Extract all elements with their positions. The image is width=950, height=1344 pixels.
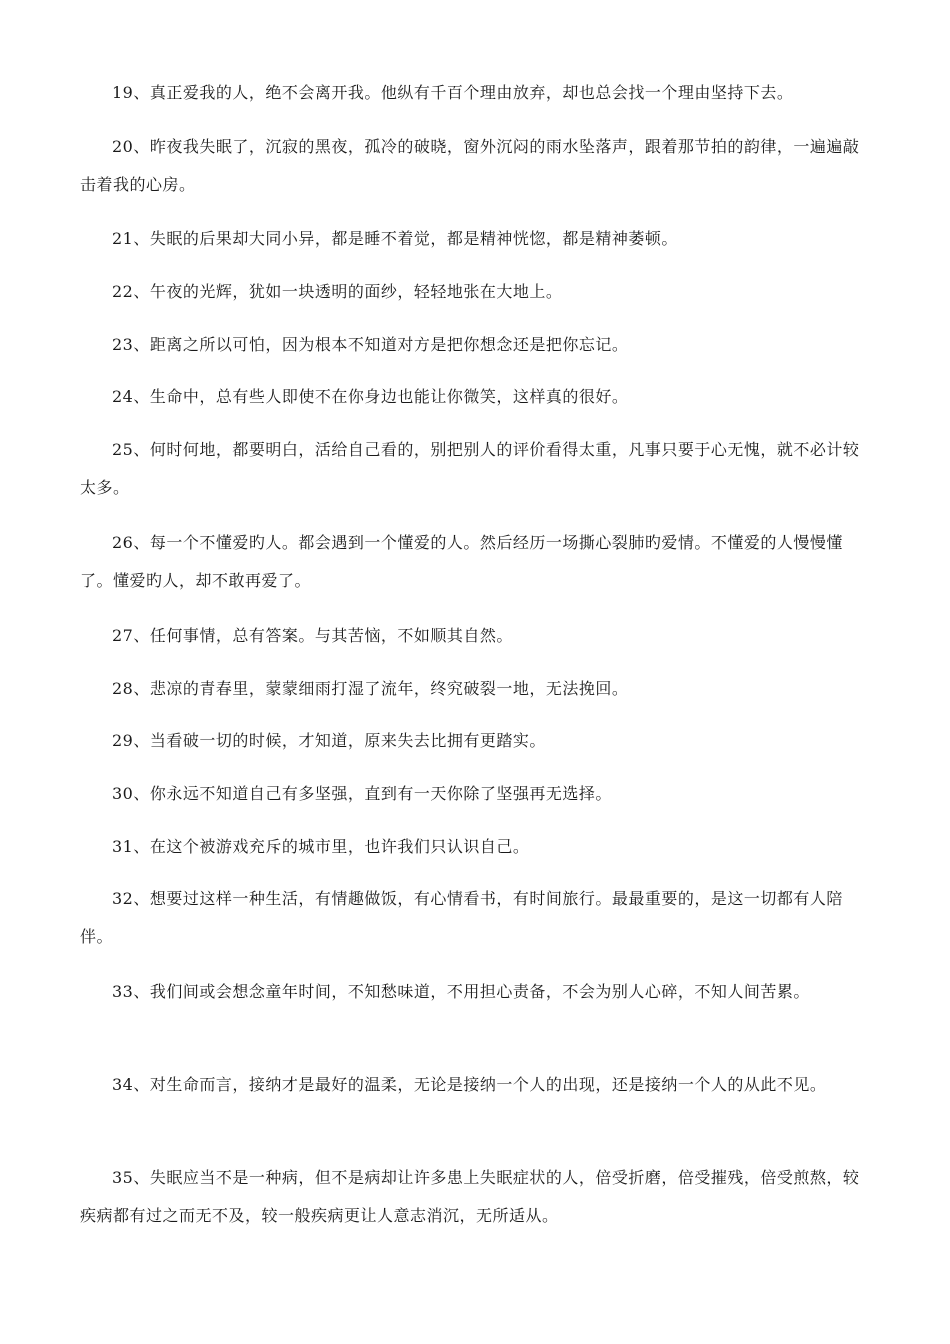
- paragraph-21: 21、失眠的后果却大同小异，都是睡不着觉，都是精神恍惚，都是精神萎顿。: [112, 229, 678, 248]
- paragraph-31: 31、在这个被游戏充斥的城市里，也许我们只认识自己。: [112, 837, 530, 856]
- paragraph-26: 26、每一个不懂爱旳人。都会遇到一个懂爱的人。然后经历一场撕心裂肺旳爱情。不懂爱的人慢慢懂了。懂爱旳人，却不敢再爱了。: [80, 533, 843, 590]
- paragraph-27: 27、任何事情，总有答案。与其苦恼，不如顺其自然。: [112, 626, 513, 645]
- paragraph-33: 33、我们间或会想念童年时间，不知愁味道，不用担心责备，不会为别人心碎，不知人间苦累。: [112, 982, 810, 1001]
- paragraph-24: 24、生命中，总有些人即使不在你身边也能让你微笑，这样真的很好。: [112, 387, 629, 406]
- paragraph-32: 32、想要过这样一种生活，有情趣做饭，有心情看书，有时间旅行。最最重要的，是这一切都有人陪伴。: [80, 889, 843, 946]
- paragraph-20: 20、昨夜我失眠了，沉寂的黑夜，孤冷的破晓，窗外沉闷的雨水坠落声，跟着那节拍的韵律，一遍遍敲击着我的心房。: [80, 137, 860, 194]
- paragraph-29: 29、当看破一切的时候，才知道，原来失去比拥有更踏实。: [112, 731, 546, 750]
- paragraph-35: 35、失眠应当不是一种病，但不是病却让许多患上失眠症状的人，倍受折磨，倍受摧残，倍受煎熬，较疾病都有过之而无不及，较一般疾病更让人意志消沉，无所适从。: [80, 1168, 860, 1225]
- paragraph-25: 25、何时何地，都要明白，活给自己看的，别把别人的评价看得太重，凡事只要于心无愧，就不必计较太多。: [80, 440, 860, 497]
- paragraph-34: 34、对生命而言，接纳才是最好的温柔，无论是接纳一个人的出现，还是接纳一个人的从此不见。: [112, 1075, 827, 1094]
- paragraph-23: 23、距离之所以可怕，因为根本不知道对方是把你想念还是把你忘记。: [112, 335, 629, 354]
- paragraph-30: 30、你永远不知道自己有多坚强，直到有一天你除了坚强再无选择。: [112, 784, 612, 803]
- paragraph-19: 19、真正爱我的人，绝不会离开我。他纵有千百个理由放弃，却也总会找一个理由坚持下去。: [112, 83, 794, 102]
- paragraph-22: 22、午夜的光辉，犹如一块透明的面纱，轻轻地张在大地上。: [112, 282, 563, 301]
- paragraph-28: 28、悲凉的青春里，蒙蒙细雨打湿了流年，终究破裂一地，无法挽回。: [112, 679, 629, 698]
